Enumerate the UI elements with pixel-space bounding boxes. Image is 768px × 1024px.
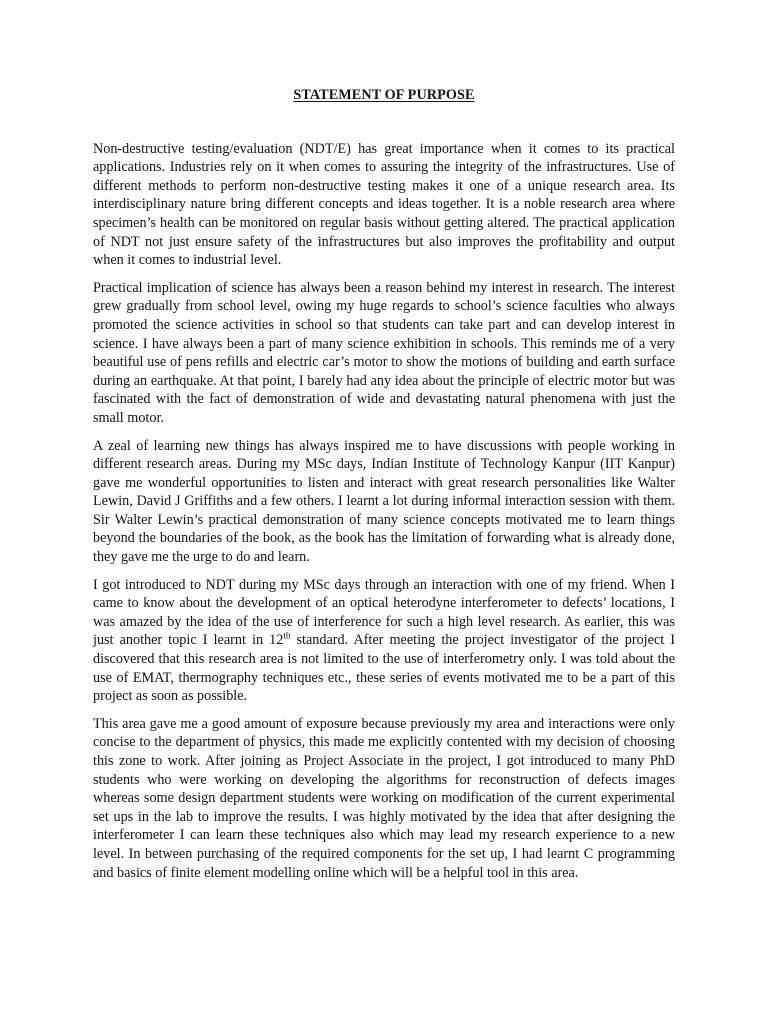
document-title: STATEMENT OF PURPOSE bbox=[293, 87, 475, 103]
paragraph-ndt-introduction-part1: I got introduced to NDT during my MSc days through an interaction with one of my friend. When I came to know about the development of an optical heterodyne interferometer to defects’ locations, I was amazed by the idea of the use of interference for such a high level research. As earlier, this was just another topic I learnt in 12 bbox=[93, 576, 675, 649]
paragraph-learning-zeal: A zeal of learning new things has always inspired me to have discussions with people working in different research areas. During my MSc days, Indian Institute of Technology Kanpur (IIT Kanpur) gave me wonderful opportunities to listen and interact with great research personalities like Walter Lewin, David J Griffiths and a few others. I learnt a lot during informal interaction session with them. Sir Walter Lewin’s practical demonstration of many science concepts motivated me to learn things beyond the boundaries of the book, as the book has the limitation of forwarding what is already done, they gave me the urge to do and learn. bbox=[93, 437, 675, 566]
paragraph-science-interest: Practical implication of science has always been a reason behind my interest in research. The interest grew gradually from school level, owing my huge regards to school’s science faculties who always promoted the science activities in school so that students can take part and can develop interest in science. I have always been a part of many science exhibition in schools. This reminds me of a very beautiful use of pens refills and electric car’s motor to show the motions of building and earth surface during an earthquake. At that point, I barely had any idea about the principle of electric motor but was fascinated with the fact of demonstration of wide and devastating natural phenomena with just the small motor. bbox=[93, 279, 675, 426]
paragraph-exposure: This area gave me a good amount of exposure because previously my area and interactions were only concise to the department of physics, this made me explicitly contented with my decision of choosing this zone to work. After joining as Project Associate in the project, I got introduced to many PhD students who were working on developing the algorithms for reconstruction of defects images whereas some design department students were working on modification of the current experimental set ups in the lab to improve the results. I was highly motivated by the idea that after designing the interferometer I can learn these techniques also which may lead my research experience to a new level. In between purchasing of the required components for the set up, I had learnt C programming and basics of finite element modelling online which will be a helpful tool in this area. bbox=[93, 715, 675, 881]
paragraph-ndt-introduction-part2: standard. After meeting the project investigator of the project I discovered that this research area is not limited to the use of interferometry only. I was told about the use of EMAT, thermography techniques etc., these series of events motivated me to be a part of this project as soon as possible. bbox=[93, 632, 676, 705]
paragraph-ndt-introduction bbox=[93, 576, 675, 706]
superscript-th: th bbox=[283, 630, 291, 641]
paragraph-ndt-importance: Non-destructive testing/evaluation (NDT/E) has great importance when it comes to its practical applications. Industries rely on it when comes to assuring the integrity of the infrastructures. Use of different methods to perform non-destructive testing makes it one of a unique research area. Its interdisciplinary nature bring different concepts and ideas together. It is a noble research area where specimen’s health can be monitored on regular basis without getting altered. The practical application of NDT not just ensure safety of the infrastructures but also improves the profitability and output when it comes to industrial level. bbox=[93, 140, 675, 269]
document-body bbox=[93, 86, 675, 891]
